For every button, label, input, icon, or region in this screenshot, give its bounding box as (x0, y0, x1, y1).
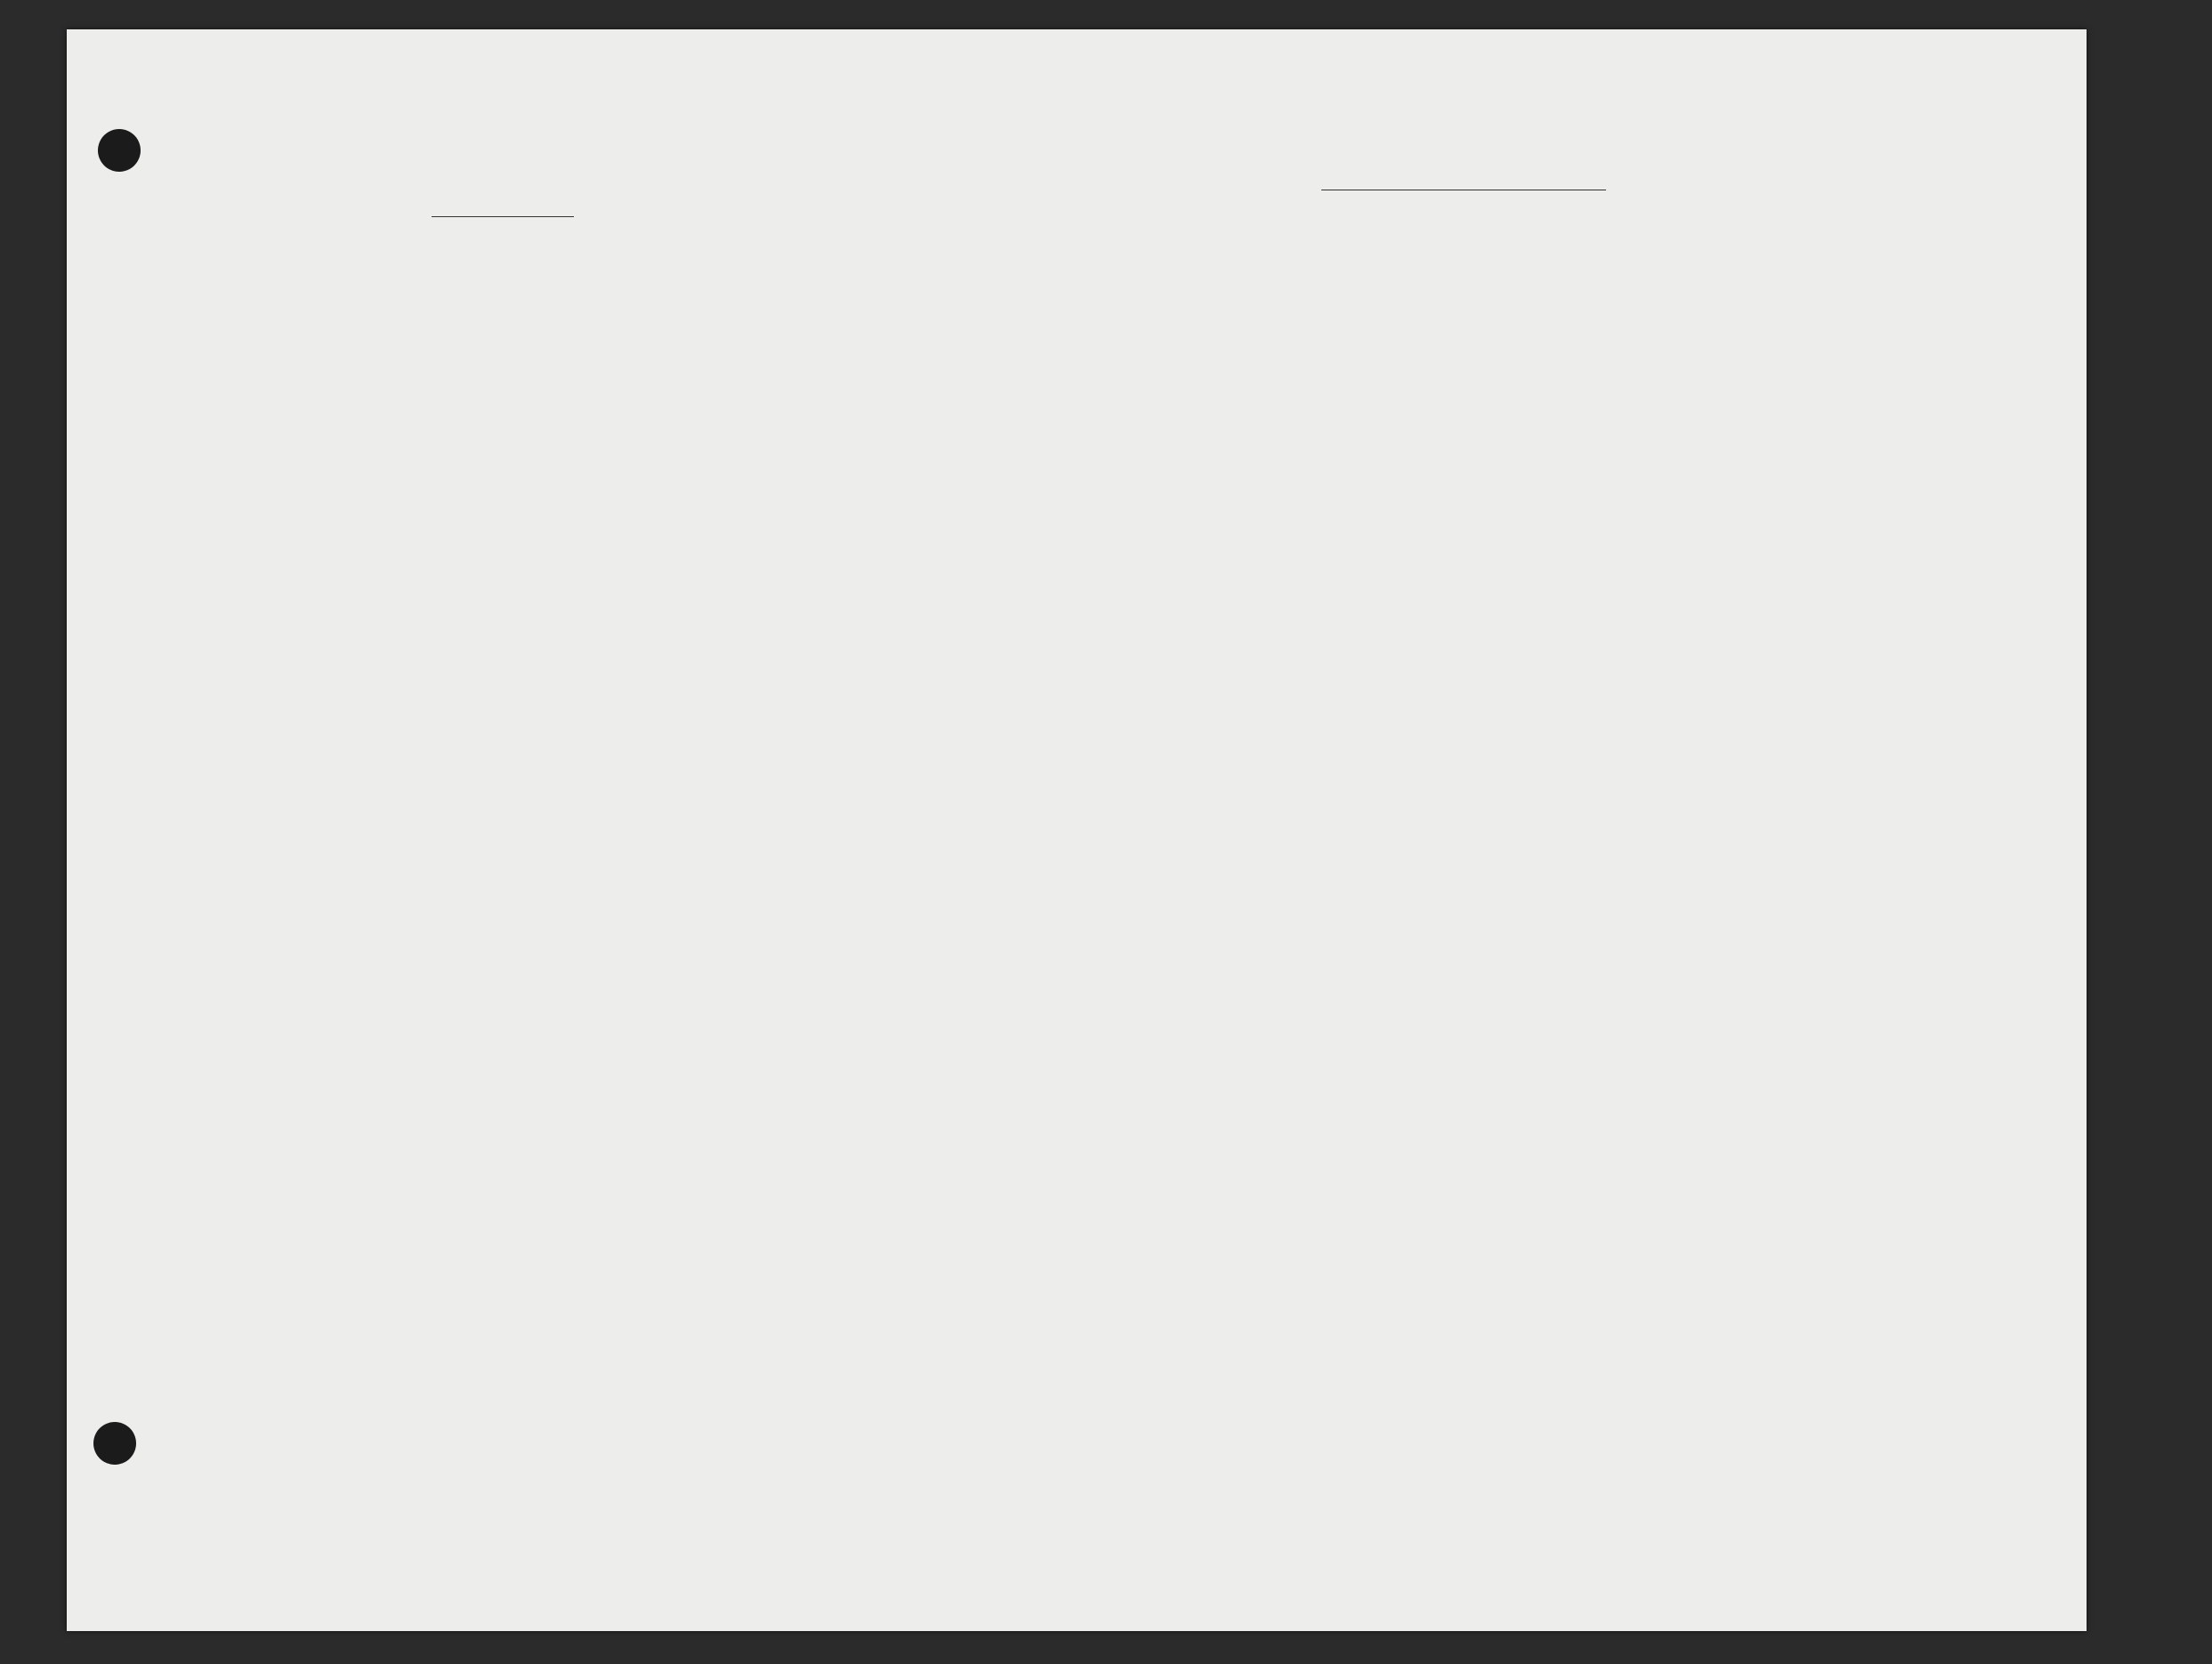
register-grid (67, 29, 2087, 1631)
register-sheet (67, 29, 2087, 1631)
